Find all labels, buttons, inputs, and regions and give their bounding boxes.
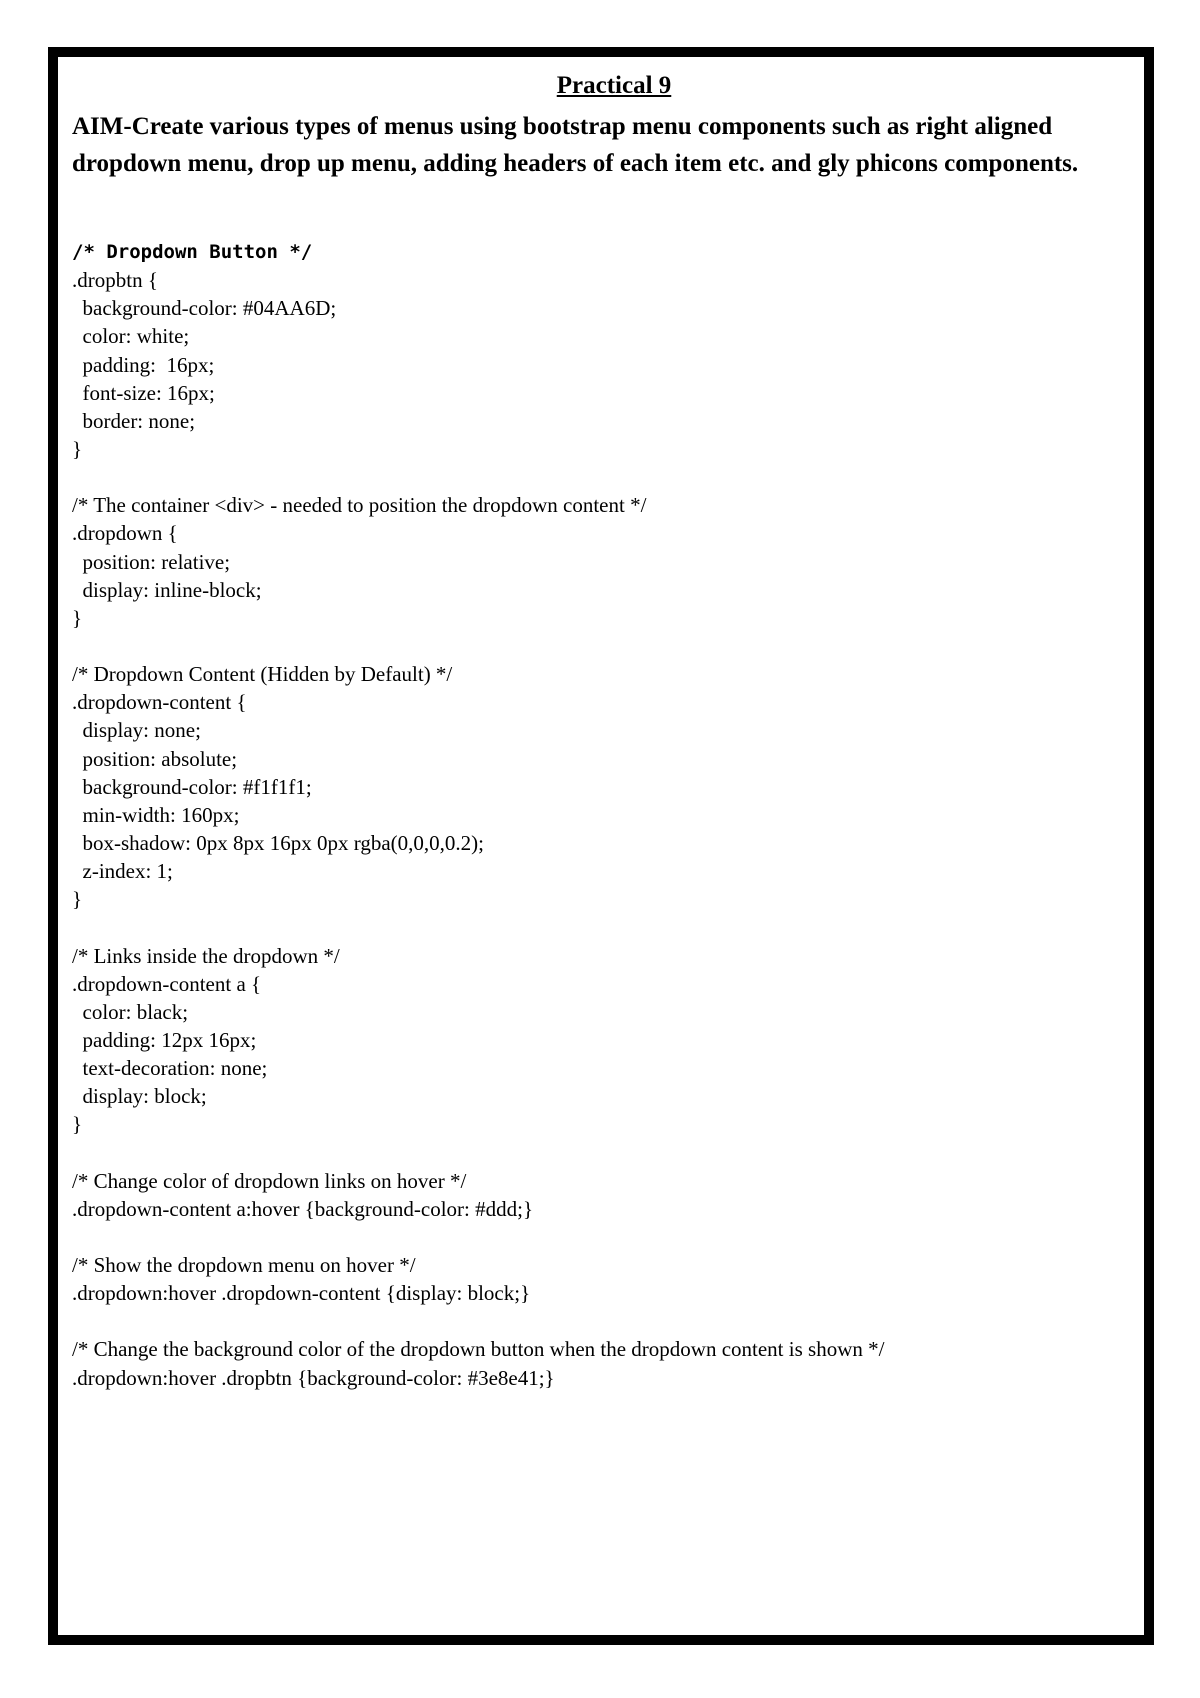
document-title: Practical 9 xyxy=(556,72,672,99)
code-line: .dropdown-content { xyxy=(72,690,247,715)
code-line: display: inline-block; xyxy=(72,577,262,602)
code-line: min-width: 160px; xyxy=(72,802,240,827)
code-line: .dropbtn { xyxy=(72,268,158,293)
code-line: /* Dropdown Content (Hidden by Default) */ xyxy=(72,662,453,687)
code-line: border: none; xyxy=(72,408,196,433)
code-line: /* Change the background color of the dropdown button when the dropdown content is shown */ xyxy=(72,1337,885,1362)
code-line: .dropdown:hover .dropdown-content {display: block;} xyxy=(72,1281,531,1306)
code-line: /* Links inside the dropdown */ xyxy=(72,943,340,968)
code-line: color: white; xyxy=(72,324,190,349)
code-line xyxy=(72,1307,1132,1335)
code-line: /* The container <div> - needed to position the dropdown content */ xyxy=(72,493,647,518)
page-content xyxy=(72,66,1132,1392)
code-line: .dropdown:hover .dropbtn {background-color: #3e8e41;} xyxy=(72,1365,555,1390)
code-line: text-decoration: none; xyxy=(72,1056,268,1081)
code-line: box-shadow: 0px 8px 16px 0px rgba(0,0,0,0.2); xyxy=(72,830,484,855)
code-line xyxy=(72,463,1132,491)
code-line xyxy=(72,1139,1132,1167)
code-line: display: block; xyxy=(72,1084,207,1109)
code-line xyxy=(72,1223,1132,1251)
code-line: padding: 16px; xyxy=(72,352,215,377)
code-line: /* Change color of dropdown links on hover */ xyxy=(72,1168,467,1193)
code-line: .dropdown { xyxy=(72,521,178,546)
code-line xyxy=(72,913,1132,941)
code-line: position: absolute; xyxy=(72,746,238,771)
aim-paragraph: AIM-Create various types of menus using bootstrap menu components such as right aligned dropdown menu, drop up menu, adding headers of each item etc. and gly phicons components. xyxy=(72,113,1079,177)
code-line xyxy=(72,632,1132,660)
code-line: padding: 12px 16px; xyxy=(72,1027,257,1052)
code-line: display: none; xyxy=(72,718,201,743)
code-line: /* Show the dropdown menu on hover */ xyxy=(72,1253,416,1278)
code-line: .dropdown-content a:hover {background-color: #ddd;} xyxy=(72,1196,534,1221)
code-line: /* Dropdown Button */ xyxy=(72,241,313,263)
code-line: } xyxy=(72,887,83,912)
code-line: position: relative; xyxy=(72,549,231,574)
code-line: } xyxy=(72,605,83,630)
code-line: } xyxy=(72,1112,83,1137)
code-line: .dropdown-content a { xyxy=(72,971,262,996)
code-line: color: black; xyxy=(72,999,189,1024)
code-line: background-color: #f1f1f1; xyxy=(72,774,312,799)
code-line: background-color: #04AA6D; xyxy=(72,296,337,321)
code-block xyxy=(72,238,1132,1392)
code-line: } xyxy=(72,436,83,461)
code-line: font-size: 16px; xyxy=(72,380,215,405)
code-line: z-index: 1; xyxy=(72,859,173,884)
